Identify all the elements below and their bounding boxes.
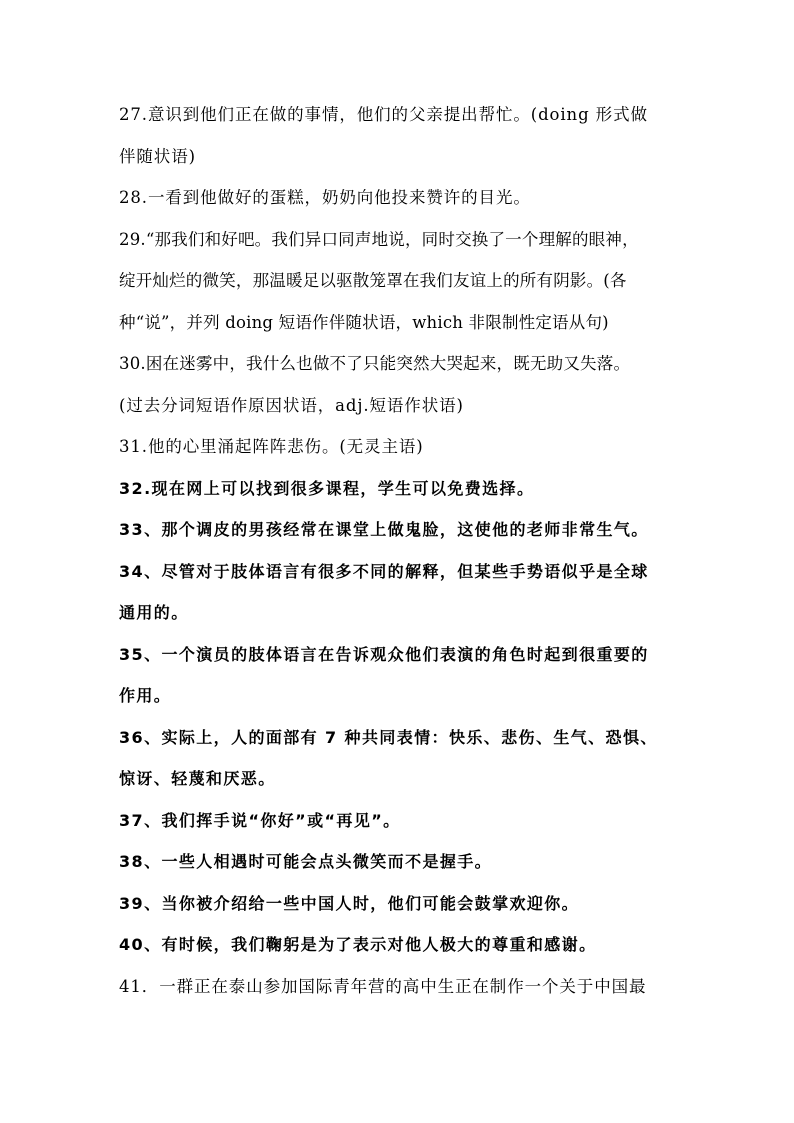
line-30b: (过去分词短语作原因状语，adj.短语作状语) bbox=[119, 395, 464, 415]
line-27a: 27.意识到他们正在做的事情，他们的父亲提出帮忙。(doing 形式做 bbox=[119, 105, 648, 124]
line-34b: 通用的。 bbox=[119, 603, 189, 622]
line-40: 40、有时候，我们鞠躬是为了表示对他人极大的尊重和感谢。 bbox=[119, 935, 597, 954]
document-body bbox=[119, 98, 679, 1011]
line-35b: 作用。 bbox=[119, 686, 172, 705]
line-38: 38、一些人相遇时可能会点头微笑而不是握手。 bbox=[119, 852, 493, 871]
line-41: 41．一群正在泰山参加国际青年营的高中生正在制作一个关于中国最 bbox=[119, 976, 647, 996]
line-27b: 伴随状语) bbox=[119, 146, 196, 166]
line-36b: 惊讶、轻蔑和厌恶。 bbox=[119, 769, 276, 788]
line-28: 28.一看到他做好的蛋糕，奶奶向他投来赞许的目光。 bbox=[119, 188, 531, 207]
line-34a: 34、尽管对于肢体语言有很多不同的解释，但某些手势语似乎是全球 bbox=[119, 561, 649, 581]
line-29c: 种“说”，并列 doing 短语作伴随状语，which 非限制性定语从句) bbox=[119, 312, 609, 332]
line-31: 31.他的心里涌起阵阵悲伤。(无灵主语) bbox=[119, 437, 424, 456]
line-32: 32.现在网上可以找到很多课程，学生可以免费选择。 bbox=[119, 478, 535, 498]
line-29b: 绽开灿烂的微笑，那温暖足以驱散笼罩在我们友谊上的所有阴影。(各 bbox=[119, 271, 627, 290]
line-39: 39、当你被介绍给一些中国人时，他们可能会鼓掌欢迎你。 bbox=[119, 893, 580, 913]
line-30a: 30.困在迷雾中，我什么也做不了只能突然大哭起来，既无助又失落。 bbox=[119, 354, 631, 373]
line-35a: 35、一个演员的肢体语言在告诉观众他们表演的角色时起到很重要的 bbox=[119, 644, 649, 664]
line-36a: 36、实际上，人的面部有 7 种共同表情：快乐、悲伤、生气、恐惧、 bbox=[119, 727, 658, 747]
line-33: 33、那个调皮的男孩经常在课堂上做鬼脸，这使他的老师非常生气。 bbox=[119, 520, 649, 539]
line-29a: 29.“那我们和好吧。我们异口同声地说，同时交换了一个理解的眼神， bbox=[119, 229, 639, 249]
line-37: 37、我们挥手说“你好”或“再见”。 bbox=[119, 810, 401, 830]
